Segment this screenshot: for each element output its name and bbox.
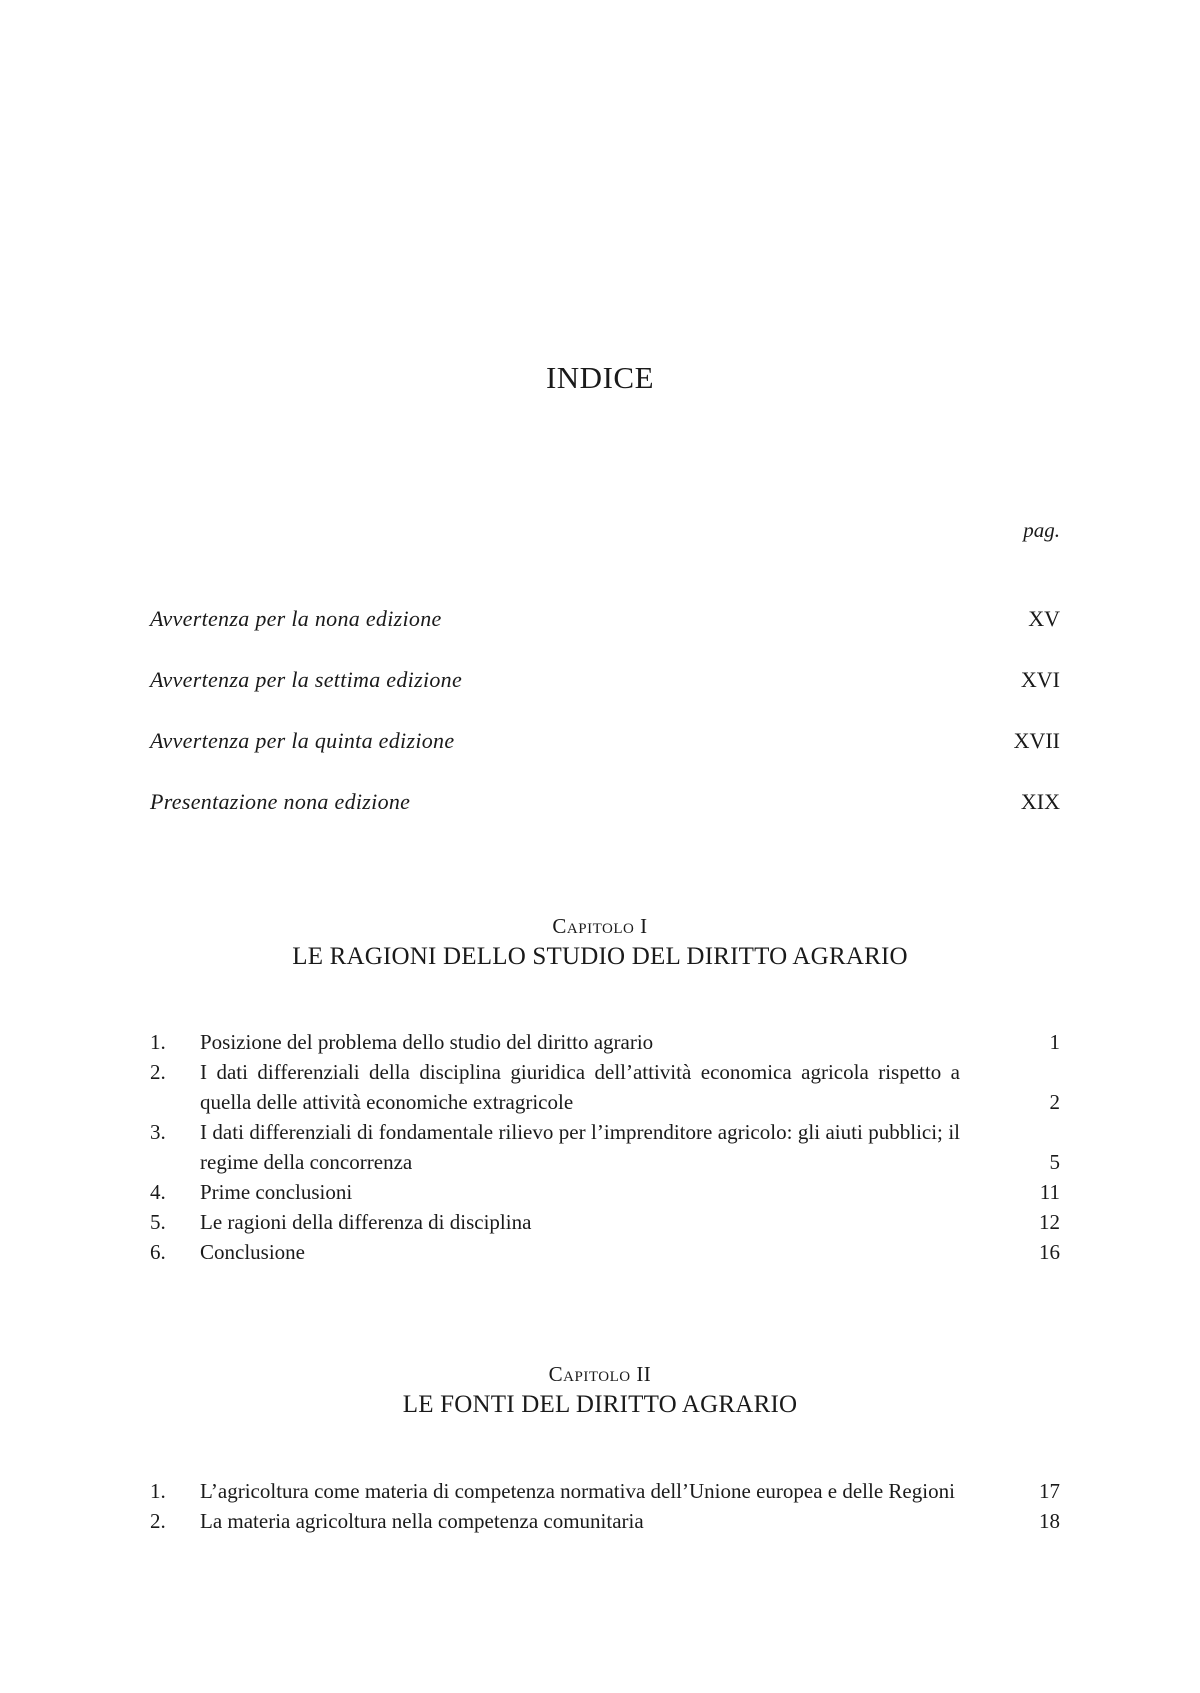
front-matter-title: Avvertenza per la quinta edizione — [150, 728, 455, 753]
chapter-toc — [150, 1027, 1060, 1267]
page-title: INDICE — [545, 360, 655, 395]
front-matter-page: XV — [1028, 606, 1060, 631]
toc-entry-text: Posizione del problema dello studio del diritto agrario — [200, 1030, 654, 1054]
front-matter-page: XVI — [1020, 667, 1060, 692]
toc-entry-page: 11 — [1039, 1180, 1060, 1204]
front-matter-title: Presentazione nona edizione — [150, 789, 411, 814]
chapter-heading — [0, 1362, 1200, 1419]
toc-entry — [150, 1207, 1060, 1237]
toc-entry-page: 5 — [1049, 1150, 1060, 1174]
toc-entry — [150, 1027, 1060, 1057]
front-matter-item — [150, 606, 1060, 667]
toc-entry-text: Conclusione — [200, 1240, 305, 1264]
toc-entry-page: 1 — [1049, 1030, 1060, 1054]
toc-entry-text: I dati differenziali della disciplina giuridica dell’attività economica agricola rispetto a quella delle attività economiche extragricole — [200, 1060, 960, 1114]
toc-entry-number: 2. — [150, 1060, 166, 1084]
front-matter-page: XVII — [1013, 728, 1060, 753]
toc-entry — [150, 1506, 1060, 1536]
front-matter-item — [150, 667, 1060, 728]
front-matter-page: XIX — [1020, 789, 1060, 814]
toc-entry-number: 1. — [150, 1479, 166, 1503]
toc-entry-page: 16 — [1039, 1240, 1060, 1264]
front-matter-item — [150, 789, 1060, 850]
toc-entry-page: 12 — [1039, 1210, 1060, 1234]
toc-entry — [150, 1237, 1060, 1267]
toc-entry-text: I dati differenziali di fondamentale rilievo per l’imprenditore agricolo: gli aiuti pubblici; il regime della concorrenza — [200, 1120, 960, 1174]
toc-entry — [150, 1177, 1060, 1207]
toc-entry-number: 2. — [150, 1509, 166, 1533]
toc-entry-number: 3. — [150, 1120, 166, 1144]
toc-entry-text: La materia agricoltura nella competenza comunitaria — [200, 1509, 644, 1533]
front-matter-list — [150, 606, 1060, 850]
toc-entry-text: Le ragioni della differenza di disciplina — [200, 1210, 532, 1234]
toc-entry-number: 1. — [150, 1030, 166, 1054]
toc-entry — [150, 1057, 1060, 1117]
chapter-heading — [0, 914, 1200, 971]
toc-entry-number: 4. — [150, 1180, 166, 1204]
front-matter-item — [150, 728, 1060, 789]
toc-entry — [150, 1476, 1060, 1506]
front-matter-title: Avvertenza per la nona edizione — [150, 606, 442, 631]
toc-entry-number: 5. — [150, 1210, 166, 1234]
chapter-toc — [150, 1476, 1060, 1536]
toc-entry-text: Prime conclusioni — [200, 1180, 353, 1204]
page-column-label: pag. — [1023, 518, 1060, 542]
front-matter-title: Avvertenza per la settima edizione — [150, 667, 463, 692]
chapter-title: LE RAGIONI DELLO STUDIO DEL DIRITTO AGRARIO — [292, 943, 908, 970]
chapter-title: LE FONTI DEL DIRITTO AGRARIO — [402, 1391, 798, 1418]
toc-entry-text: L’agricoltura come materia di competenza normativa dell’Unione europea e delle Regioni — [200, 1479, 955, 1503]
chapter-label: Capitolo I — [552, 914, 648, 938]
toc-entry-page: 2 — [1049, 1090, 1060, 1114]
toc-entry-page: 17 — [1039, 1479, 1060, 1503]
chapter-label: Capitolo II — [548, 1362, 652, 1386]
toc-entry-number: 6. — [150, 1240, 166, 1264]
toc-entry-page: 18 — [1039, 1509, 1060, 1533]
toc-entry — [150, 1117, 1060, 1177]
